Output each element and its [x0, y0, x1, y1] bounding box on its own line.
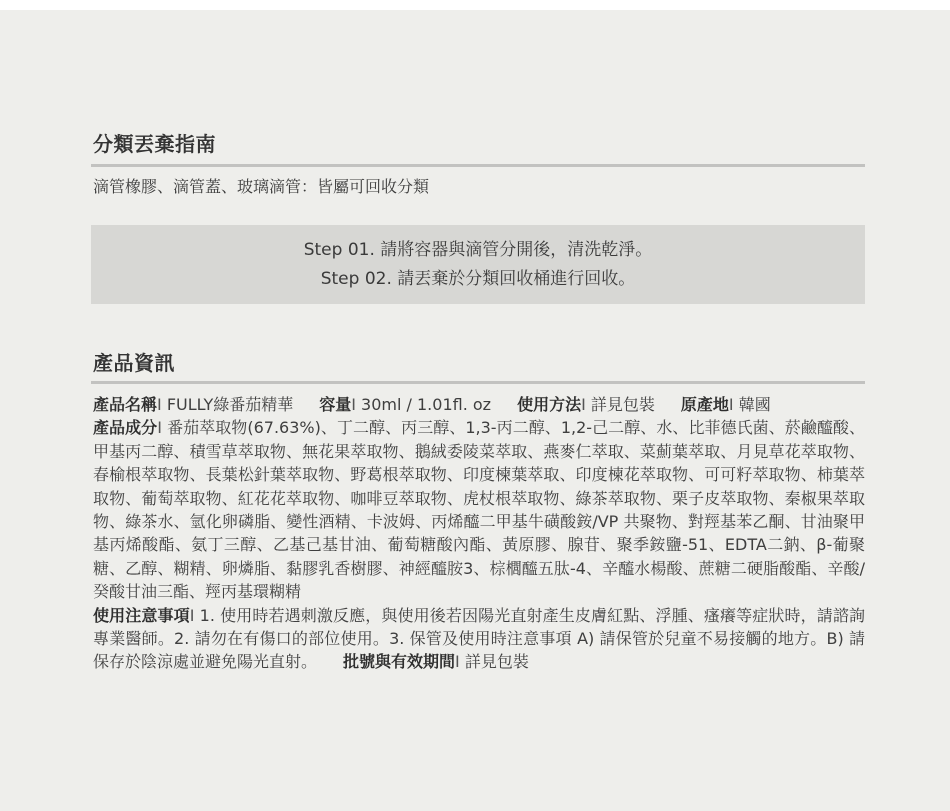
batch-expiry-label: 批號與有效期間: [343, 652, 456, 672]
volume-value: 30ml / 1.01fl. oz: [355, 395, 492, 414]
caution-label: 使用注意事項: [93, 605, 190, 625]
separator: I: [157, 395, 162, 414]
step-2-text: Step 02. 請丟棄於分類回收桶進行回收。: [320, 268, 636, 289]
ingredients-label: 產品成分: [93, 418, 158, 438]
usage-label: 使用方法: [517, 395, 582, 414]
volume-label: 容量: [319, 395, 352, 414]
separator: I: [189, 605, 195, 625]
separator: I: [455, 652, 460, 672]
section-divider: [91, 164, 865, 167]
separator: I: [728, 395, 734, 414]
section-divider: [91, 381, 865, 384]
page-background: [0, 10, 950, 811]
origin-label: 原產地: [680, 395, 729, 414]
step-1-text: Step 01. 請將容器與滴管分開後，清洗乾淨。: [303, 239, 653, 260]
sorting-guide-title: 分類丟棄指南: [93, 132, 216, 156]
recyclable-parts-text: 滴管橡膠、滴管蓋、玻璃滴管：皆屬可回收分類: [93, 177, 430, 196]
separator: I: [581, 395, 586, 414]
separator: I: [351, 395, 356, 414]
product-info-body: [93, 393, 865, 674]
product-name-value: FULLY綠番茄精華: [161, 395, 294, 414]
product-info-title: 產品資訊: [93, 351, 175, 375]
batch-expiry-value: 詳見包裝: [459, 652, 529, 672]
product-name-label: 產品名稱: [93, 395, 158, 414]
recycling-steps-box: [91, 225, 865, 304]
origin-value: 韓國: [733, 395, 771, 414]
separator: I: [157, 418, 162, 438]
ingredients-value: 番茄萃取物(67.63%)、丁二醇、丙三醇、1,3-丙二醇、1,2-己二醇、水、比菲德氏菌、菸鹼醯酸、甲基丙二醇、積雪草萃取物、無花果萃取物、鵝絨委陵菜萃取、燕麥仁萃取、菜薊葉萃取、月見草花萃取物、春榆根萃取物、長葉松針葉萃取物、野葛根萃取物、印度楝葉萃取、印度楝花萃取物、可可籽萃取物、柿葉萃取物、葡萄萃取物、紅花花萃取物、咖啡豆萃取物、虎杖根萃取物、綠茶萃取物、栗子皮萃取物、秦椒果萃取物、綠茶水、氫化卵磷脂、變性酒精、卡波姆、丙烯醯二甲基牛磺酸銨/VP 共聚物、對羥基苯乙酮、甘油聚甲基丙烯酸酯、氨丁三醇、乙基己基甘油、葡萄糖酸內酯、黃原膠、腺苷、聚季銨鹽-51、EDTA二鈉、β-葡聚糖、乙醇、糊精、卵燐脂、黏膠乳香樹膠、神經醯胺3、棕櫚醯五肽-4、辛醯水楊酸、蔗糖二硬脂酸酯、辛酸/癸酸甘油三酯、羥丙基環糊精: [93, 418, 865, 602]
usage-value: 詳見包裝: [585, 395, 655, 414]
caution-value: 1. 使用時若遇刺激反應，與使用後若因陽光直射產生皮膚紅點、浮腫、瘙癢等症狀時，請諮詢專業醫師。2. 請勿在有傷口的部位使用。3. 保管及使用時注意事項 A) 請保管於兒童不易接觸的地方。B) 請保存於陰涼處並避免陽光直射。: [93, 605, 865, 672]
